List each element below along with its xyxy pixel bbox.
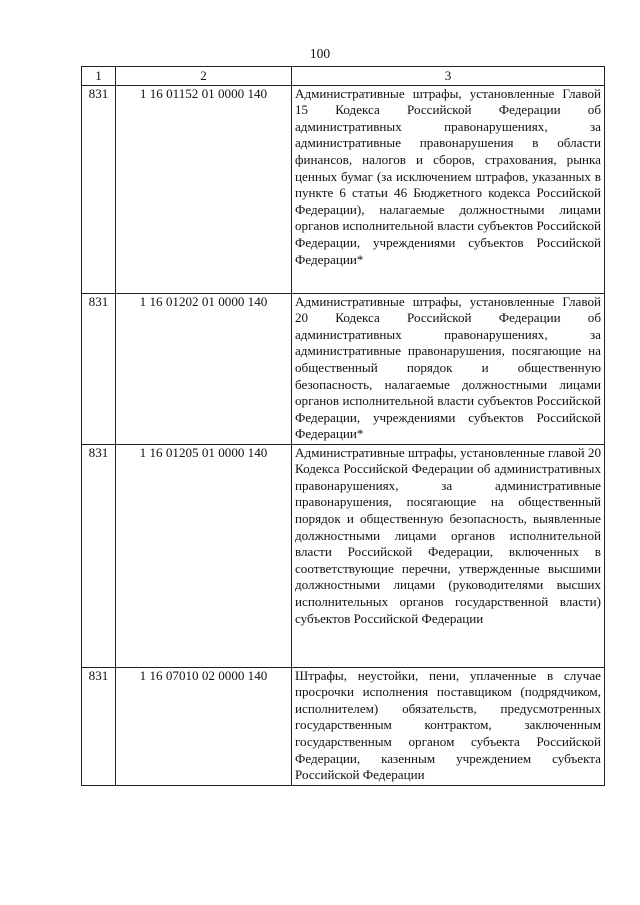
description-cell: Административные штрафы, установленные главой 20 Кодекса Российской Федерации об административных правонарушениях, за административные правонарушения, посягающие на общественный порядок и общественную безопасность, выявленные должностными лицами органов исполнительной власти Российской Федерации, включенных в соответствующие перечни, утвержденные высшими должностными лицами (руководителями высших исполнительных органов государственной власти) субъектов Российской Федерации xyxy=(292,444,605,667)
admin-code-cell: 831 xyxy=(82,293,116,444)
table-row xyxy=(82,293,605,444)
table-row xyxy=(82,85,605,293)
table-row xyxy=(82,444,605,667)
revenue-code-cell: 1 16 07010 02 0000 140 xyxy=(116,667,292,785)
description-cell: Административные штрафы, установленные Главой 15 Кодекса Российской Федерации об административных правонарушениях, за административные правонарушения в области финансов, налогов и сборов, страхования, рынка ценных бумаг (за исключением штрафов, указанных в пункте 6 статьи 46 Бюджетного кодекса Российской Федерации), налагаемые должностными лицами органов исполнительной власти субъектов Российской Федерации, учреждениями субъектов Российской Федерации* xyxy=(292,85,605,293)
description-cell: Штрафы, неустойки, пени, уплаченные в случае просрочки исполнения поставщиком (подрядчиком, исполнителем) обязательств, предусмотренных государственным контрактом, заключенным государственным органом субъекта Российской Федерации, казенным учреждением субъекта Российской Федерации xyxy=(292,667,605,785)
revenue-codes-table xyxy=(81,66,605,786)
revenue-code-cell: 1 16 01152 01 0000 140 xyxy=(116,85,292,293)
admin-code-cell: 831 xyxy=(82,85,116,293)
revenue-code-cell: 1 16 01205 01 0000 140 xyxy=(116,444,292,667)
header-col-2: 2 xyxy=(116,67,292,86)
admin-code-cell: 831 xyxy=(82,667,116,785)
table-header-row xyxy=(82,67,605,86)
admin-code-cell: 831 xyxy=(82,444,116,667)
header-col-1: 1 xyxy=(82,67,116,86)
table-row xyxy=(82,667,605,785)
description-cell: Административные штрафы, установленные Главой 20 Кодекса Российской Федерации об административных правонарушениях, за административные правонарушения, посягающие на общественный порядок и общественную безопасность, налагаемые должностными лицами органов исполнительной власти субъектов Российской Федерации, учреждениями субъектов Российской Федерации* xyxy=(292,293,605,444)
page-number: 100 xyxy=(309,46,331,61)
revenue-code-cell: 1 16 01202 01 0000 140 xyxy=(116,293,292,444)
header-col-3: 3 xyxy=(292,67,605,86)
